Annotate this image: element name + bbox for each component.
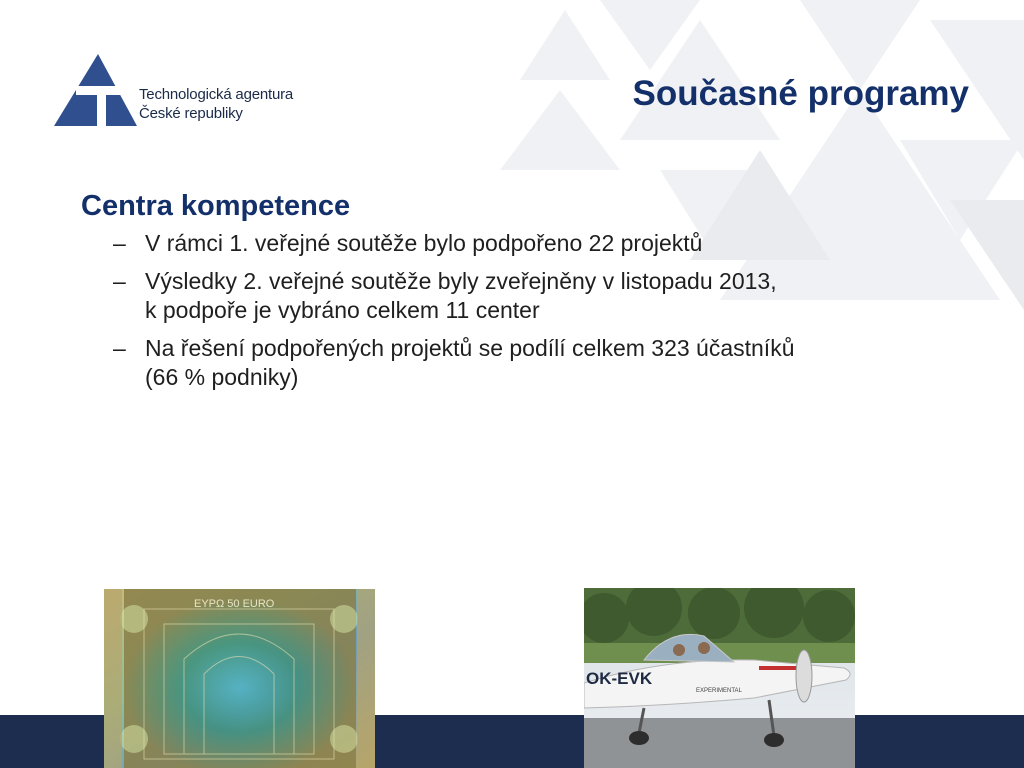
hologram-photo — [104, 589, 375, 768]
bullet-text-continuation: k podpoře je vybráno celkem 11 center — [145, 297, 540, 323]
bullet-item — [81, 229, 961, 258]
tacr-logo-mark-icon — [50, 52, 140, 132]
logo-text-line2: České republiky — [139, 105, 243, 122]
bullet-list — [81, 229, 961, 392]
bullet-text-continuation: (66 % podniky) — [145, 364, 299, 390]
tacr-logo — [50, 52, 330, 132]
aircraft-label: EXPERIMENTAL — [696, 688, 742, 694]
section-heading: Centra kompetence — [81, 190, 351, 222]
bullet-dash: – — [113, 335, 126, 361]
bullet-item — [81, 334, 961, 392]
bullet-item — [81, 267, 961, 325]
bullet-text: Výsledky 2. veřejné soutěže byly zveřejněny v listopadu 2013, — [145, 268, 777, 294]
aircraft-photo — [584, 588, 855, 768]
bullet-text: V rámci 1. veřejné soutěže bylo podpořeno 22 projektů — [145, 230, 703, 256]
bullet-dash: – — [113, 268, 126, 294]
aircraft-registration: OK-EVK — [586, 669, 653, 688]
slide-content — [81, 188, 961, 401]
bullet-dash: – — [113, 230, 126, 256]
logo-text-line1: Technologická agentura — [139, 86, 294, 103]
slide-title: Současné programy — [632, 74, 969, 113]
bullet-text: Na řešení podpořených projektů se podílí celkem 323 účastníků — [145, 335, 795, 361]
hologram-text: ΕΥΡΩ 50 EURO — [194, 598, 275, 610]
